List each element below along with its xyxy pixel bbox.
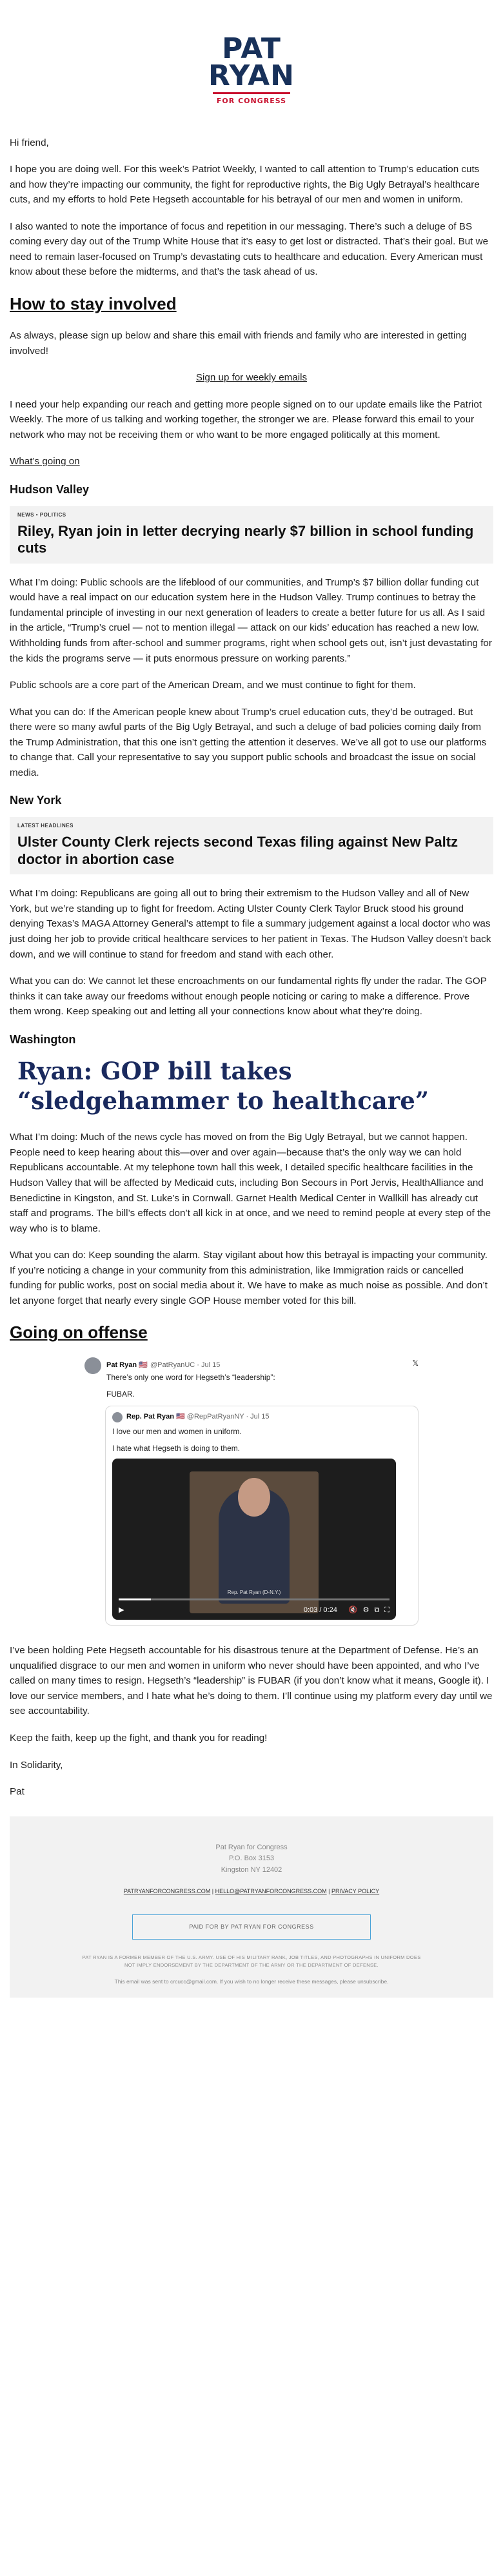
hudson-what-you-can-do: What you can do: If the American people knew about Trump’s cruel education cuts, they’d be outraged. But there were so many awful parts of the Big Ugly Betrayal, and such a deluge of bad policies coming daily from the Trump Administration, that this one isn’t getting the attention it deserves. We’ve all got to use our platforms to change that. Call your representative to say you support public schools and broadcast the issue on social media. bbox=[10, 706, 487, 778]
article-categories: NEWS • POLITICS bbox=[17, 511, 66, 518]
intro-paragraph-2: I also wanted to note the importance of focus and repetition in our messaging. There’s such a deluge of BS coming every day out of the Trump White House that it’s easy to get lost or distracted. That’s their goal. But we need to remain laser-focused on Trump’s devastating cuts to healthcare and education. Every American must know about these before the midterms, and that’s the task ahead of us. bbox=[10, 221, 489, 278]
offense-paragraph-2: Keep the faith, keep up the fight, and thank you for reading! bbox=[10, 1733, 268, 1744]
logo-divider bbox=[213, 92, 290, 94]
washington-what-you-can-do: What you can do: Keep sounding the alarm. Stay vigilant about how this betrayal is impacting your community. If you’re noticing a change in your community from this administration, like Immigration raids or cancelled funding for public works, post on social media about it. We have to make as much noise as possible. And don’t let anyone forget that nearly every single GOP House member voted for this bill. bbox=[10, 1250, 488, 1306]
settings-icon[interactable]: ⚙ bbox=[362, 1606, 370, 1614]
quote-text-2: I hate what Hegseth is doing to them. bbox=[112, 1444, 241, 1453]
hudson-article-card[interactable] bbox=[10, 506, 493, 564]
offense-paragraph-1: I’ve been holding Pete Hegseth accountable for his disastrous tenure at the Department of Defense. He’s an unqualified disgrace to our men and women in uniform who never should have been appointed, and who I’ve called on many times to resign. Hegseth’s “leadership” is FUBAR (if you don’t know what it means, Google it). I love our service members, and I hate what he’s doing to them. I’ll continue using my platform every day until we see accountability. bbox=[10, 1645, 493, 1717]
article-headline: Ulster County Clerk rejects second Texas filing against New Paltz doctor in abortion case bbox=[17, 834, 459, 867]
paid-for-by-box: PAID FOR BY PAT RYAN FOR CONGRESS bbox=[132, 1914, 371, 1940]
play-icon[interactable]: ▶ bbox=[119, 1606, 124, 1614]
newyork-what-im-doing: What I’m doing: Republicans are going all out to bring their extremism to the Hudson Valley and all of New York, but we’re standing up to fight for freedom. Acting Ulster County Clerk Taylor Bruck stood his ground denying Texas’s MAGA Attorney General’s attempt to file a summary judgement against a local doctor who was just doing her job to provide critical healthcare services to her patient in Texas. The Hudson Valley doesn’t back down, and we will continue to stand for freedom and stand with each other. bbox=[10, 888, 491, 960]
going-on-offense-heading: Going on offense bbox=[10, 1322, 148, 1342]
footer-box: P.O. Box 3153 bbox=[228, 1854, 275, 1863]
quoted-tweet[interactable] bbox=[105, 1406, 419, 1626]
involved-paragraph-1: As always, please sign up below and share this email with friends and family who are interested in getting involved! bbox=[10, 330, 467, 357]
logo-line-3: FOR CONGRESS bbox=[216, 97, 287, 105]
signup-link[interactable]: Sign up for weekly emails bbox=[195, 372, 308, 384]
washington-what-im-doing: What I’m doing: Much of the news cycle has moved on from the Big Ugly Betrayal, but we cannot happen. People need to keep hearing about this—over and over again—because that’s the only way we can hold Republicans accountable. At my telephone town hall this week, I detailed specific healthcare facilities in the Hudson Valley that will be affected by Medicaid cuts, including Bon Secours in Port Jervis, HealthAlliance and Benedictine in Kingston, and St. Luke’s in Cornwall. Garnet Health Medical Center in Wallkill has already cut staff and programs. The bill’s effects don’t all kick in at once, and we need to remind people at every step of the way who is to blame. bbox=[10, 1132, 491, 1234]
signoff: In Solidarity, bbox=[10, 1759, 63, 1771]
embedded-tweet[interactable] bbox=[84, 1357, 419, 1626]
logo-line-1: PAT bbox=[222, 32, 281, 65]
tweet-text: There’s only one word for Hegseth’s “leadership”: bbox=[106, 1372, 275, 1382]
website-link[interactable]: PATRYANFORCONGRESS.COM bbox=[123, 1888, 211, 1895]
video-player[interactable] bbox=[112, 1459, 396, 1620]
tweet-author-name: Pat Ryan 🇺🇸 bbox=[106, 1361, 148, 1370]
pat-ryan-logo bbox=[10, 0, 493, 107]
footer-org: Pat Ryan for Congress bbox=[215, 1843, 288, 1851]
whats-going-on-link[interactable]: What’s going on bbox=[10, 456, 80, 467]
article-headline: Riley, Ryan join in letter decrying nearly $7 billion in school funding cuts bbox=[17, 522, 474, 556]
tweet-text-2: FUBAR. bbox=[106, 1390, 135, 1399]
washington-article-headline[interactable]: Ryan: GOP bill takes “sledgehammer to healthcare” bbox=[17, 1056, 429, 1115]
region-new-york: New York bbox=[10, 794, 62, 807]
quote-author-handle: @RepPatRyanNY · Jul 15 bbox=[186, 1413, 270, 1421]
fullscreen-icon[interactable]: ⛶ bbox=[384, 1606, 390, 1614]
sent-to-notice: This email was sent to crcucc@gmail.com. If you wish to no longer receive these messages, please unsubscribe. bbox=[114, 1978, 389, 1985]
logo-line-2: RYAN bbox=[208, 59, 295, 92]
privacy-policy-link[interactable]: PRIVACY POLICY bbox=[331, 1888, 380, 1895]
video-time: 0:03 / 0:24 bbox=[303, 1606, 337, 1614]
email-link[interactable]: HELLO@PATRYANFORCONGRESS.COM bbox=[215, 1888, 327, 1895]
intro-paragraph-1: I hope you are doing well. For this week’s Patriot Weekly, I wanted to call attention to Trump’s education cuts and how they’re impacting our community, the fight for reproductive rights, the Big Ugly Betrayal’s healthcare cuts, and my efforts to hold Pete Hegseth accountable for his betrayal of our men and women in uniform. bbox=[10, 164, 480, 206]
x-logo-icon: 𝕏 bbox=[412, 1359, 419, 1368]
mute-icon[interactable]: 🔇 bbox=[348, 1606, 358, 1614]
newyork-what-you-can-do: What you can do: We cannot let these encroachments on our fundamental rights fly under the radar. The GOP thinks it can take away our freedoms without enough people noticing or caring to make a difference. Prove them wrong. Keep speaking out and letting all your connections know about what they’re doing. bbox=[10, 976, 487, 1018]
article-categories: LATEST HEADLINES bbox=[17, 823, 74, 829]
footer: Pat Ryan for Congress P.O. Box 3153 Kingston NY 12402 PATRYANFORCONGRESS.COM | HELLO@PATRYANFORCONGRESS.COM | PRIVACY POLICY PAID FOR BY PAT RYAN FOR CONGRESS PAT RYAN IS A FORMER MEMBER OF THE U.S. ARMY. USE OF HIS MILITARY RANK, JOB TITLES, AND PHOTOGRAPHS IN UNIFORM DOES NOT IMPLY ENDORSEMENT BY THE DEPARTMENT OF THE ARMY OR THE DEPARTMENT OF DEFENSE. This email was sent to crcucc@gmail.com. If you wish to no longer receive these messages, please unsubscribe. bbox=[10, 1816, 493, 1998]
video-caption: Rep. Pat Ryan (D-N.Y.) bbox=[227, 1589, 281, 1596]
quote-author-name: Rep. Pat Ryan 🇺🇸 bbox=[126, 1413, 185, 1421]
signature-name: Pat bbox=[10, 1786, 25, 1798]
footer-city: Kingston NY 12402 bbox=[221, 1865, 282, 1874]
disclaimer-line-2: NOT IMPLY ENDORSEMENT BY THE DEPARTMENT OF THE ARMY OR THE DEPARTMENT OF DEFENSE. bbox=[124, 1961, 379, 1968]
greeting: Hi friend, bbox=[10, 137, 49, 148]
hudson-what-im-doing: What I’m doing: Public schools are the lifeblood of our communities, and Trump’s $7 billion dollar funding cut would have a real impact on our education system here in the Hudson Valley. Trump continues to betray the fundamental principle of investing in our next generation of leaders to create a better future for us all. As I said in the article, “Trump’s cruel — not to mention illegal — attack on our kids’ education has reached a new low. Withholding funds from after-school and summer programs, right when school gets out, isn’t just devastating for the kids the programs serve — it puts enormous pressure on working parents.” bbox=[10, 576, 492, 664]
how-to-stay-involved-heading: How to stay involved bbox=[10, 294, 177, 313]
pip-icon[interactable]: ⧉ bbox=[374, 1606, 380, 1614]
quote-text-1: I love our men and women in uniform. bbox=[112, 1426, 242, 1436]
avatar bbox=[84, 1357, 101, 1374]
tweet-author-handle: @PatRyanUC · Jul 15 bbox=[150, 1361, 221, 1370]
avatar bbox=[112, 1412, 123, 1422]
region-hudson-valley: Hudson Valley bbox=[10, 482, 90, 496]
newyork-article-card[interactable] bbox=[10, 817, 493, 874]
disclaimer-line-1: PAT RYAN IS A FORMER MEMBER OF THE U.S. ARMY. USE OF HIS MILITARY RANK, JOB TITLES, AND PHOTOGRAPHS IN UNIFORM DOES bbox=[82, 1954, 421, 1961]
hudson-paragraph-2: Public schools are a core part of the American Dream, and we must continue to fight for them. bbox=[10, 680, 416, 691]
involved-paragraph-2: I need your help expanding our reach and getting more people signed on to our update emails like the Patriot Weekly. The more of us talking and working together, the stronger we are. Please forward this email to your network who may not be receiving them or who want to be more engaged politically at this moment. bbox=[10, 398, 482, 440]
region-washington: Washington bbox=[10, 1032, 76, 1046]
